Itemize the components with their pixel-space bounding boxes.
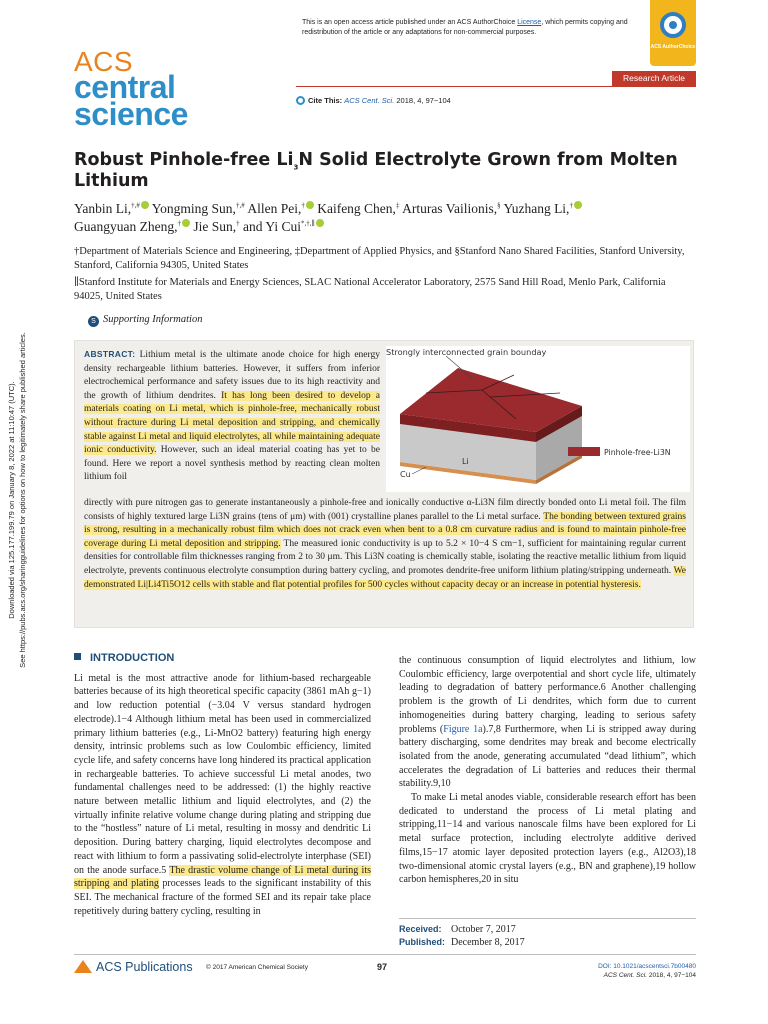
license-link[interactable]: License bbox=[517, 19, 542, 26]
article-dates bbox=[399, 918, 696, 949]
open-access-icon bbox=[660, 12, 686, 38]
affiliation: †Department of Materials Science and Engineering, ‡Department of Applied Physics, and §Stanford Nano Shared Facilities, Stanford University, Stanford, California 94305, United States bbox=[74, 246, 685, 271]
doi-block bbox=[598, 962, 696, 980]
column-left bbox=[74, 652, 371, 918]
highlight: The drastic volume change of Li metal during its stripping and plating bbox=[74, 864, 371, 890]
download-notice bbox=[0, 300, 34, 700]
download-notice-line1: Downloaded via 125.177.199.79 on January 8, 2022 at 11:10:47 (UTC). bbox=[7, 381, 16, 619]
supporting-info-icon: S bbox=[88, 316, 99, 327]
toc-label-li: Li bbox=[462, 457, 469, 466]
author-list bbox=[74, 200, 694, 236]
authorchoice-badge[interactable] bbox=[650, 0, 696, 66]
column-right bbox=[399, 654, 696, 887]
toc-label-cu: Cu bbox=[400, 470, 411, 479]
authorchoice-badge-label: ACS AuthorChoice bbox=[650, 44, 696, 50]
orcid-icon[interactable] bbox=[141, 201, 149, 209]
abstract-heading: ABSTRACT: bbox=[84, 349, 136, 359]
received-date: Received: October 7, 2017 bbox=[399, 924, 516, 935]
abstract-text-continued: directly with pure nitrogen gas to generate instantaneously a pinhole-free and ionically conductive α-Li3N film directly bonded onto Li metal foil. The film consists of highly textured large Li3N grains (tens of μm) with (001) crystalline planes parallel to the Li metal surface. The bonding between textured grains is strong, resulting in a mechanically robust film which does not crack even when bent to a 0.8 cm curvature radius and is found to maintain pinhole-free coverage during Li metal deposition and stripping. The measured ionic conductivity is up to 5.2 × 10−4 S cm−1, sufficient for maintaining regular current densities for controllable film thicknesses ranging from 2 to 30 μm. This Li3N coating is chemically stable, isolating the reactive metallic lithium from liquid electrolyte, prevents continuous electrolyte consumption during battery cycling, and promotes dendrite-free uniform lithium plating/stripping underneath. We demonstrated Li|Li4Ti5O12 cells with stable and flat potential profiles for 500 cycles without capacity decay or an increase in potential hysteresis. bbox=[84, 498, 686, 590]
toc-illustration bbox=[386, 346, 690, 492]
intro-paragraph: the continuous consumption of liquid electrolytes and lithium, low Coulombic efficiency, large overpotential and short cycle life, ultimately leading to degradation of battery performance.6 Another challenging problem is the growth of Li dendrites, which form due to current inhomogeneities during battery charging, leading to serious safety problems (Figure 1a).7,8 Furthermore, when Li is stripped away during battery discharging, some dendrites may break and become electrically isolated from the anode, generating accumulated “dead lithium”, which accelerates the degradation of Li batteries and reduces their thermal stability.9,10 bbox=[399, 655, 696, 790]
header-rule bbox=[296, 86, 696, 87]
open-access-notice: This is an open access article published under an ACS AuthorChoice License, which permits copying and redistribution of the article or any adaptations for non-commercial purposes. bbox=[302, 19, 628, 36]
published-date: Published: December 8, 2017 bbox=[399, 937, 525, 948]
download-notice-line2: See https://pubs.acs.org/sharingguidelines for options on how to legitimately share published articles. bbox=[18, 332, 27, 668]
orcid-icon[interactable] bbox=[306, 201, 314, 209]
cite-icon bbox=[296, 96, 305, 105]
legend-swatch bbox=[568, 447, 600, 456]
orcid-icon[interactable] bbox=[182, 219, 190, 227]
orcid-icon[interactable] bbox=[316, 219, 324, 227]
author[interactable]: Yuzhang Li,† bbox=[503, 201, 581, 216]
logo-central: central bbox=[74, 69, 176, 105]
highlight: We demonstrated Li|Li4Ti5O12 cells with stable and flat potential profiles for 500 cycles without capacity decay or an increase in potential hysteresis. bbox=[84, 565, 686, 590]
copyright: © 2017 American Chemical Society bbox=[206, 964, 308, 971]
supporting-information-link[interactable]: S Supporting Information bbox=[88, 314, 202, 327]
intro-paragraph: Li metal is the most attractive anode for lithium-based rechargeable batteries because of its high theoretical specific capacity (3861 mAh g−1) and low reduction potential (−3.04 V versus standard hydrogen electrode).1−4 Although lithium metal has been used in commercialized primary lithium batteries (e.g., Li-MnO2 battery) featuring high energy density, intrinsic problems such as low Coulombic efficiency, limited cycle life, and safety concerns have long hindered its practical application in rechargeable batteries. To achieve successful Li metal anodes, two fundamental challenges need to be addressed: (1) the highly reactive nature between metallic lithium and liquid electrolytes, and (2) the virtually infinite relative volume change during plating and stripping due to the “hostless” nature of Li metal, resulting in mossy and dendritic Li deposition. During battery charging, liquid electrolytes decompose and react with lithium to form a passivating solid-electrolyte interphase (SEI) on the anode surface.5 The drastic volume change of Li metal during its stripping and plating processes leads to the significant instability of this SEI. The mechanical fracture of the formed SEI and its repair take place repetitively during battery cycling, resulting in bbox=[74, 672, 371, 917]
author[interactable]: Arturas Vailionis,§ bbox=[402, 201, 501, 216]
author[interactable]: Kaifeng Chen,‡ bbox=[317, 201, 400, 216]
figure-link[interactable]: Figure 1a bbox=[443, 723, 483, 735]
intro-paragraph: To make Li metal anodes viable, considerable research effort has been dedicated to understand the process of Li metal plating and stripping,11−14 and various nanoscale films have been explored for Li metal surface protection, including electrolyte additive derived films,15−17 atomic layer deposited protection layers (e.g., Al2O3),18 two-dimensional atomic crystal layers (e.g., BN and graphene),19 hollow carbon hemispheres,20 in situ bbox=[399, 792, 696, 886]
cite-details: 2018, 4, 97−104 bbox=[396, 96, 451, 105]
toc-graphic bbox=[386, 346, 690, 492]
highlight: The bonding between textured grains is strong, resulting in a mechanically robust film which does not crack even when bent to a 0.8 cm curvature radius and is found to maintain pinhole-free coverage during Li metal deposition and stripping. bbox=[84, 511, 686, 549]
section-heading: INTRODUCTION bbox=[74, 652, 371, 666]
toc-legend: Pinhole-free-Li3N bbox=[604, 448, 671, 457]
page-number: 97 bbox=[377, 962, 388, 972]
author[interactable]: Yongming Sun,†,# bbox=[151, 201, 245, 216]
cite-journal[interactable]: ACS Cent. Sci. bbox=[344, 96, 395, 105]
logo-science: science bbox=[74, 96, 188, 132]
article-title: Robust Pinhole-free $Li_3N$ Solid Electrolyte Grown from Molten Lithium bbox=[74, 150, 678, 191]
cite-this[interactable]: Cite This: ACS Cent. Sci. 2018, 4, 97−104 bbox=[296, 96, 451, 105]
author[interactable]: Yanbin Li,†,# bbox=[74, 201, 149, 216]
affiliation: ∥Stanford Institute for Materials and Energy Sciences, SLAC National Accelerator Laboratory, 2575 Sand Hill Road, Menlo Park, California 94025, United States bbox=[74, 277, 666, 302]
orcid-icon[interactable] bbox=[574, 201, 582, 209]
highlight: It has long been desired to develop a materials coating on Li metal, which is pinhole-free, mechanically robust without fracture during Li metal deposition and stripping, and chemically stable against Li metal and liquid electrolytes, all while maintaining adequate ionic conductivity. bbox=[84, 390, 381, 456]
article-type-badge: Research Article bbox=[612, 71, 696, 86]
section-bullet-icon bbox=[74, 653, 81, 660]
abstract-text: ABSTRACT: Lithium metal is the ultimate anode choice for high energy density rechargeable lithium batteries. However, it suffers from inferior electrochemical performance and safety issues due to its high reactivity and the growth of lithium dendrites. It has long been desired to develop a materials coating on Li metal, which is pinhole-free, mechanically robust without fracture during Li metal deposition and stripping, and chemically stable against Li metal and liquid electrolytes, all while maintaining adequate ionic conductivity. However, such an ideal material coating has yet to be found. Here we report a novel synthesis method by reacting clean molten lithium foil bbox=[84, 349, 381, 483]
acs-publications-logo[interactable]: ACS Publications bbox=[74, 960, 193, 974]
author[interactable]: Jie Sun,† bbox=[193, 219, 240, 234]
journal-logo bbox=[74, 46, 188, 132]
footer-rule bbox=[74, 954, 696, 955]
toc-caption: Strongly interconnected grain bounday bbox=[386, 347, 547, 357]
footer-citation: ACS Cent. Sci. 2018, 4, 97−104 bbox=[603, 972, 696, 979]
author[interactable]: and Yi Cui*,†,∥ bbox=[243, 219, 324, 234]
author[interactable]: Guangyuan Zheng,† bbox=[74, 219, 190, 234]
acs-logo-icon bbox=[74, 960, 92, 973]
author[interactable]: Allen Pei,† bbox=[247, 201, 314, 216]
doi-link[interactable]: DOI: 10.1021/acscentsci.7b00480 bbox=[598, 963, 696, 970]
logo-acs: ACS bbox=[74, 46, 134, 77]
